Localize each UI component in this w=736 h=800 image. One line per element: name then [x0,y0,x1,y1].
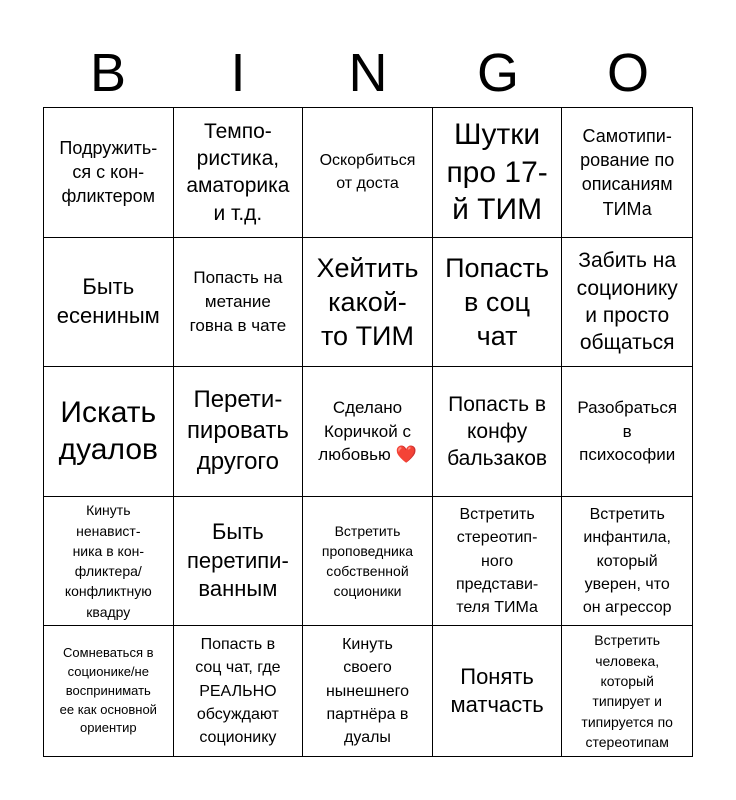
bingo-cell-r4c2[interactable] [174,497,304,627]
bingo-cell-r1c3[interactable] [303,108,433,238]
cell-label: Понять матчасть [450,663,544,718]
bingo-cell-r1c5[interactable] [562,108,692,238]
cell-label: Встретить проповедника собственной соционики [321,522,414,600]
bingo-title [43,40,693,106]
cell-label: Кинуть ненавист- ника в кон- фликтера/ конфликтную квадру [64,502,152,620]
cell-label: Сомневаться в соционике/не воспринимать ее как основной ориентир [59,645,157,736]
bingo-cell-r5c4[interactable] [433,626,563,756]
bingo-cell-r2c1[interactable] [44,238,174,368]
bingo-cell-r2c2[interactable] [174,238,304,368]
cell-label: Быть перетипи- ванным [186,519,289,602]
bingo-cell-r2c3[interactable] [303,238,433,368]
cell-label: Хейтить какой- то ТИМ [316,252,419,351]
bingo-board [43,107,693,757]
bingo-cell-r4c1[interactable] [44,497,174,627]
cell-label: Перети- пировать другого [186,386,289,475]
bingo-cell-r3c4[interactable] [433,367,563,497]
bingo-cell-r3c1[interactable] [44,367,174,497]
cell-label: Оскорбиться от доста [319,152,416,193]
cell-label: Быть есениным [56,274,160,328]
cell-label: Шутки про 17- й ТИМ [446,118,548,227]
cell-label: Темпо- ристика, аматорика и т.д. [186,119,290,225]
bingo-cell-r5c5[interactable] [562,626,692,756]
cell-text: Сделано Коричкой с любовью [318,397,411,465]
cell-label: Забить на соционику и просто общаться [576,249,678,355]
bingo-cell-r3c3[interactable] [303,367,433,497]
cell-label: Попасть на метание говна в чате [189,268,287,335]
cell-label: Встретить инфантила, который уверен, что он агрессор [582,506,672,616]
cell-label: Встретить стереотип- ного представи- теля ТИМа [455,506,539,616]
heart-icon: ❤️ [395,445,417,465]
bingo-cell-r5c3[interactable] [303,626,433,756]
cell-label: Подружить- ся с кон- фликтером [59,137,158,207]
bingo-cell-r2c4[interactable] [433,238,563,368]
title-letter-g: G [476,43,519,103]
bingo-cell-r4c3[interactable] [303,497,433,627]
cell-label: Встретить человека, который типирует и типируется по стереотипам [581,632,673,750]
bingo-cell-r1c2[interactable] [174,108,304,238]
cell-label: Попасть в соц чат, где РЕАЛЬНО обсуждают соционику [195,636,281,746]
cell-label: Искать дуалов [58,395,158,467]
title-letter-n: N [348,43,388,103]
cell-label: Попасть в соц чат [445,252,550,351]
bingo-cell-r3c2[interactable] [174,367,304,497]
cell-label: Разобраться в психософии [577,397,678,465]
bingo-cell-r1c1[interactable] [44,108,174,238]
cell-label: Попасть в конфу бальзаков [447,392,548,471]
cell-label: Самотипи- рование по описаниям ТИМа [580,125,675,219]
bingo-cell-r4c5[interactable] [562,497,692,627]
title-letter-i: I [230,43,246,103]
cell-label: Кинуть своего нынешнего партнёра в дуалы [325,636,409,746]
bingo-cell-r2c5[interactable] [562,238,692,368]
title-letter-b: B [89,43,127,103]
bingo-cell-r4c4[interactable] [433,497,563,627]
cell-label [318,396,416,467]
title-letter-o: O [606,43,649,103]
bingo-cell-r5c1[interactable] [44,626,174,756]
bingo-cell-r5c2[interactable] [174,626,304,756]
bingo-cell-r1c4[interactable] [433,108,563,238]
bingo-cell-r3c5[interactable] [562,367,692,497]
